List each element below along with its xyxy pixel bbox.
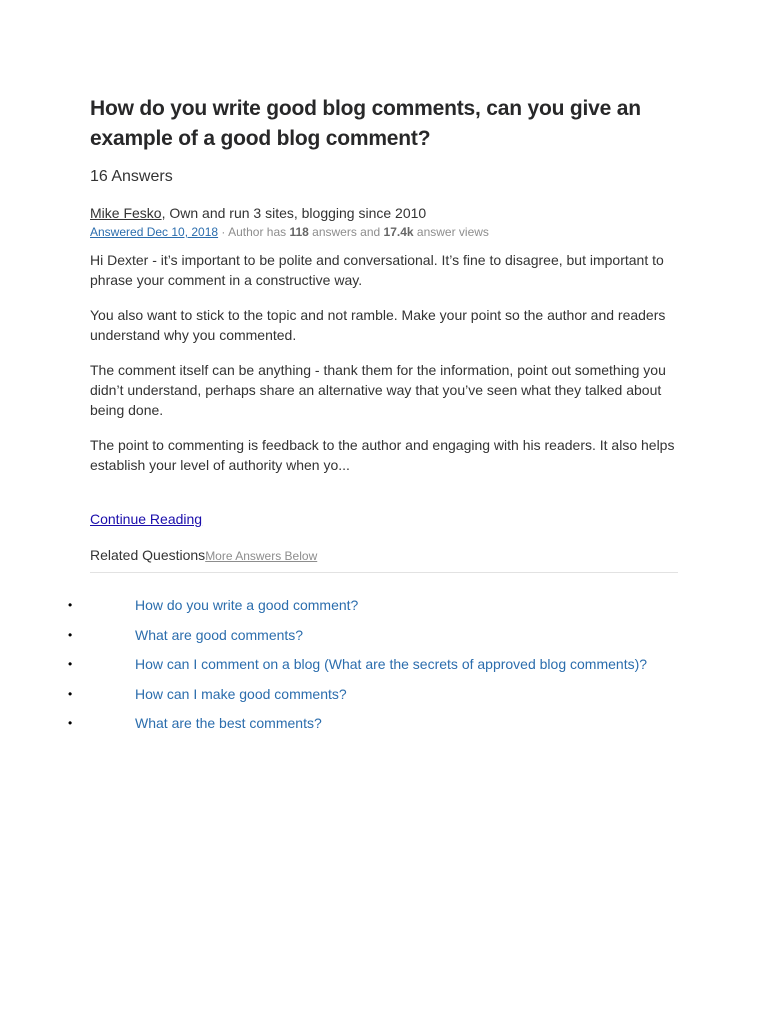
views-count: 17.4k <box>383 225 414 239</box>
answer-paragraph: The comment itself can be anything - thank them for the information, point out something you didn’t understand, perhaps share an alternative way that you’ve seen what they talked about being done. <box>90 362 666 418</box>
answer-meta <box>90 224 678 240</box>
author-name-link[interactable]: Mike Fesko <box>90 205 162 221</box>
answer-paragraph: Hi Dexter - it’s important to be polite and conversational. It’s fine to disagree, but important to phrase your comment in a constructive way. <box>90 252 664 288</box>
answer-count: 16 Answers <box>90 168 173 185</box>
related-question-link[interactable]: How can I comment on a blog (What are the secrets of approved blog comments)? <box>135 656 648 672</box>
answers-count: 118 <box>289 225 309 239</box>
list-item <box>0 683 768 713</box>
meta-suffix: answer views <box>413 225 489 239</box>
list-item <box>0 624 768 654</box>
related-questions-list <box>0 594 768 742</box>
bullet-icon: • <box>68 716 73 730</box>
answer-page <box>90 0 678 573</box>
answer-paragraph: You also want to stick to the topic and not ramble. Make your point so the author and readers understand why you commented. <box>90 307 666 343</box>
bullet-icon: • <box>68 686 73 701</box>
list-item <box>0 653 768 683</box>
list-item <box>0 712 768 742</box>
related-question-link[interactable]: What are good comments? <box>135 626 304 643</box>
list-item <box>0 594 768 624</box>
continue-reading-link[interactable]: Continue Reading <box>90 511 203 527</box>
bullet-icon: • <box>68 627 73 642</box>
answer-body <box>90 250 678 475</box>
related-question-link[interactable]: How can I make good comments? <box>135 685 347 702</box>
author-line <box>90 204 678 222</box>
question-title: How do you write good blog comments, can you give an example of a good blog comment? <box>90 97 641 150</box>
bullet-icon: • <box>68 598 73 612</box>
meta-prefix: · Author has <box>218 225 290 239</box>
more-answers-link[interactable]: More Answers Below <box>205 549 318 563</box>
answer-paragraph: The point to commenting is feedback to the author and engaging with his readers. It also helps establish your level of authority when yo... <box>90 437 675 473</box>
answered-date-link[interactable]: Answered Dec 10, 2018 <box>90 225 219 239</box>
bullet-icon: • <box>68 657 73 671</box>
related-questions-header <box>90 545 678 573</box>
meta-mid: answers and <box>308 225 384 239</box>
related-questions-title: Related Questions <box>90 547 206 563</box>
related-question-link[interactable]: What are the best comments? <box>135 715 322 731</box>
related-question-link[interactable]: How do you write a good comment? <box>135 597 359 613</box>
author-tagline: , Own and run 3 sites, blogging since 2010 <box>161 205 427 221</box>
